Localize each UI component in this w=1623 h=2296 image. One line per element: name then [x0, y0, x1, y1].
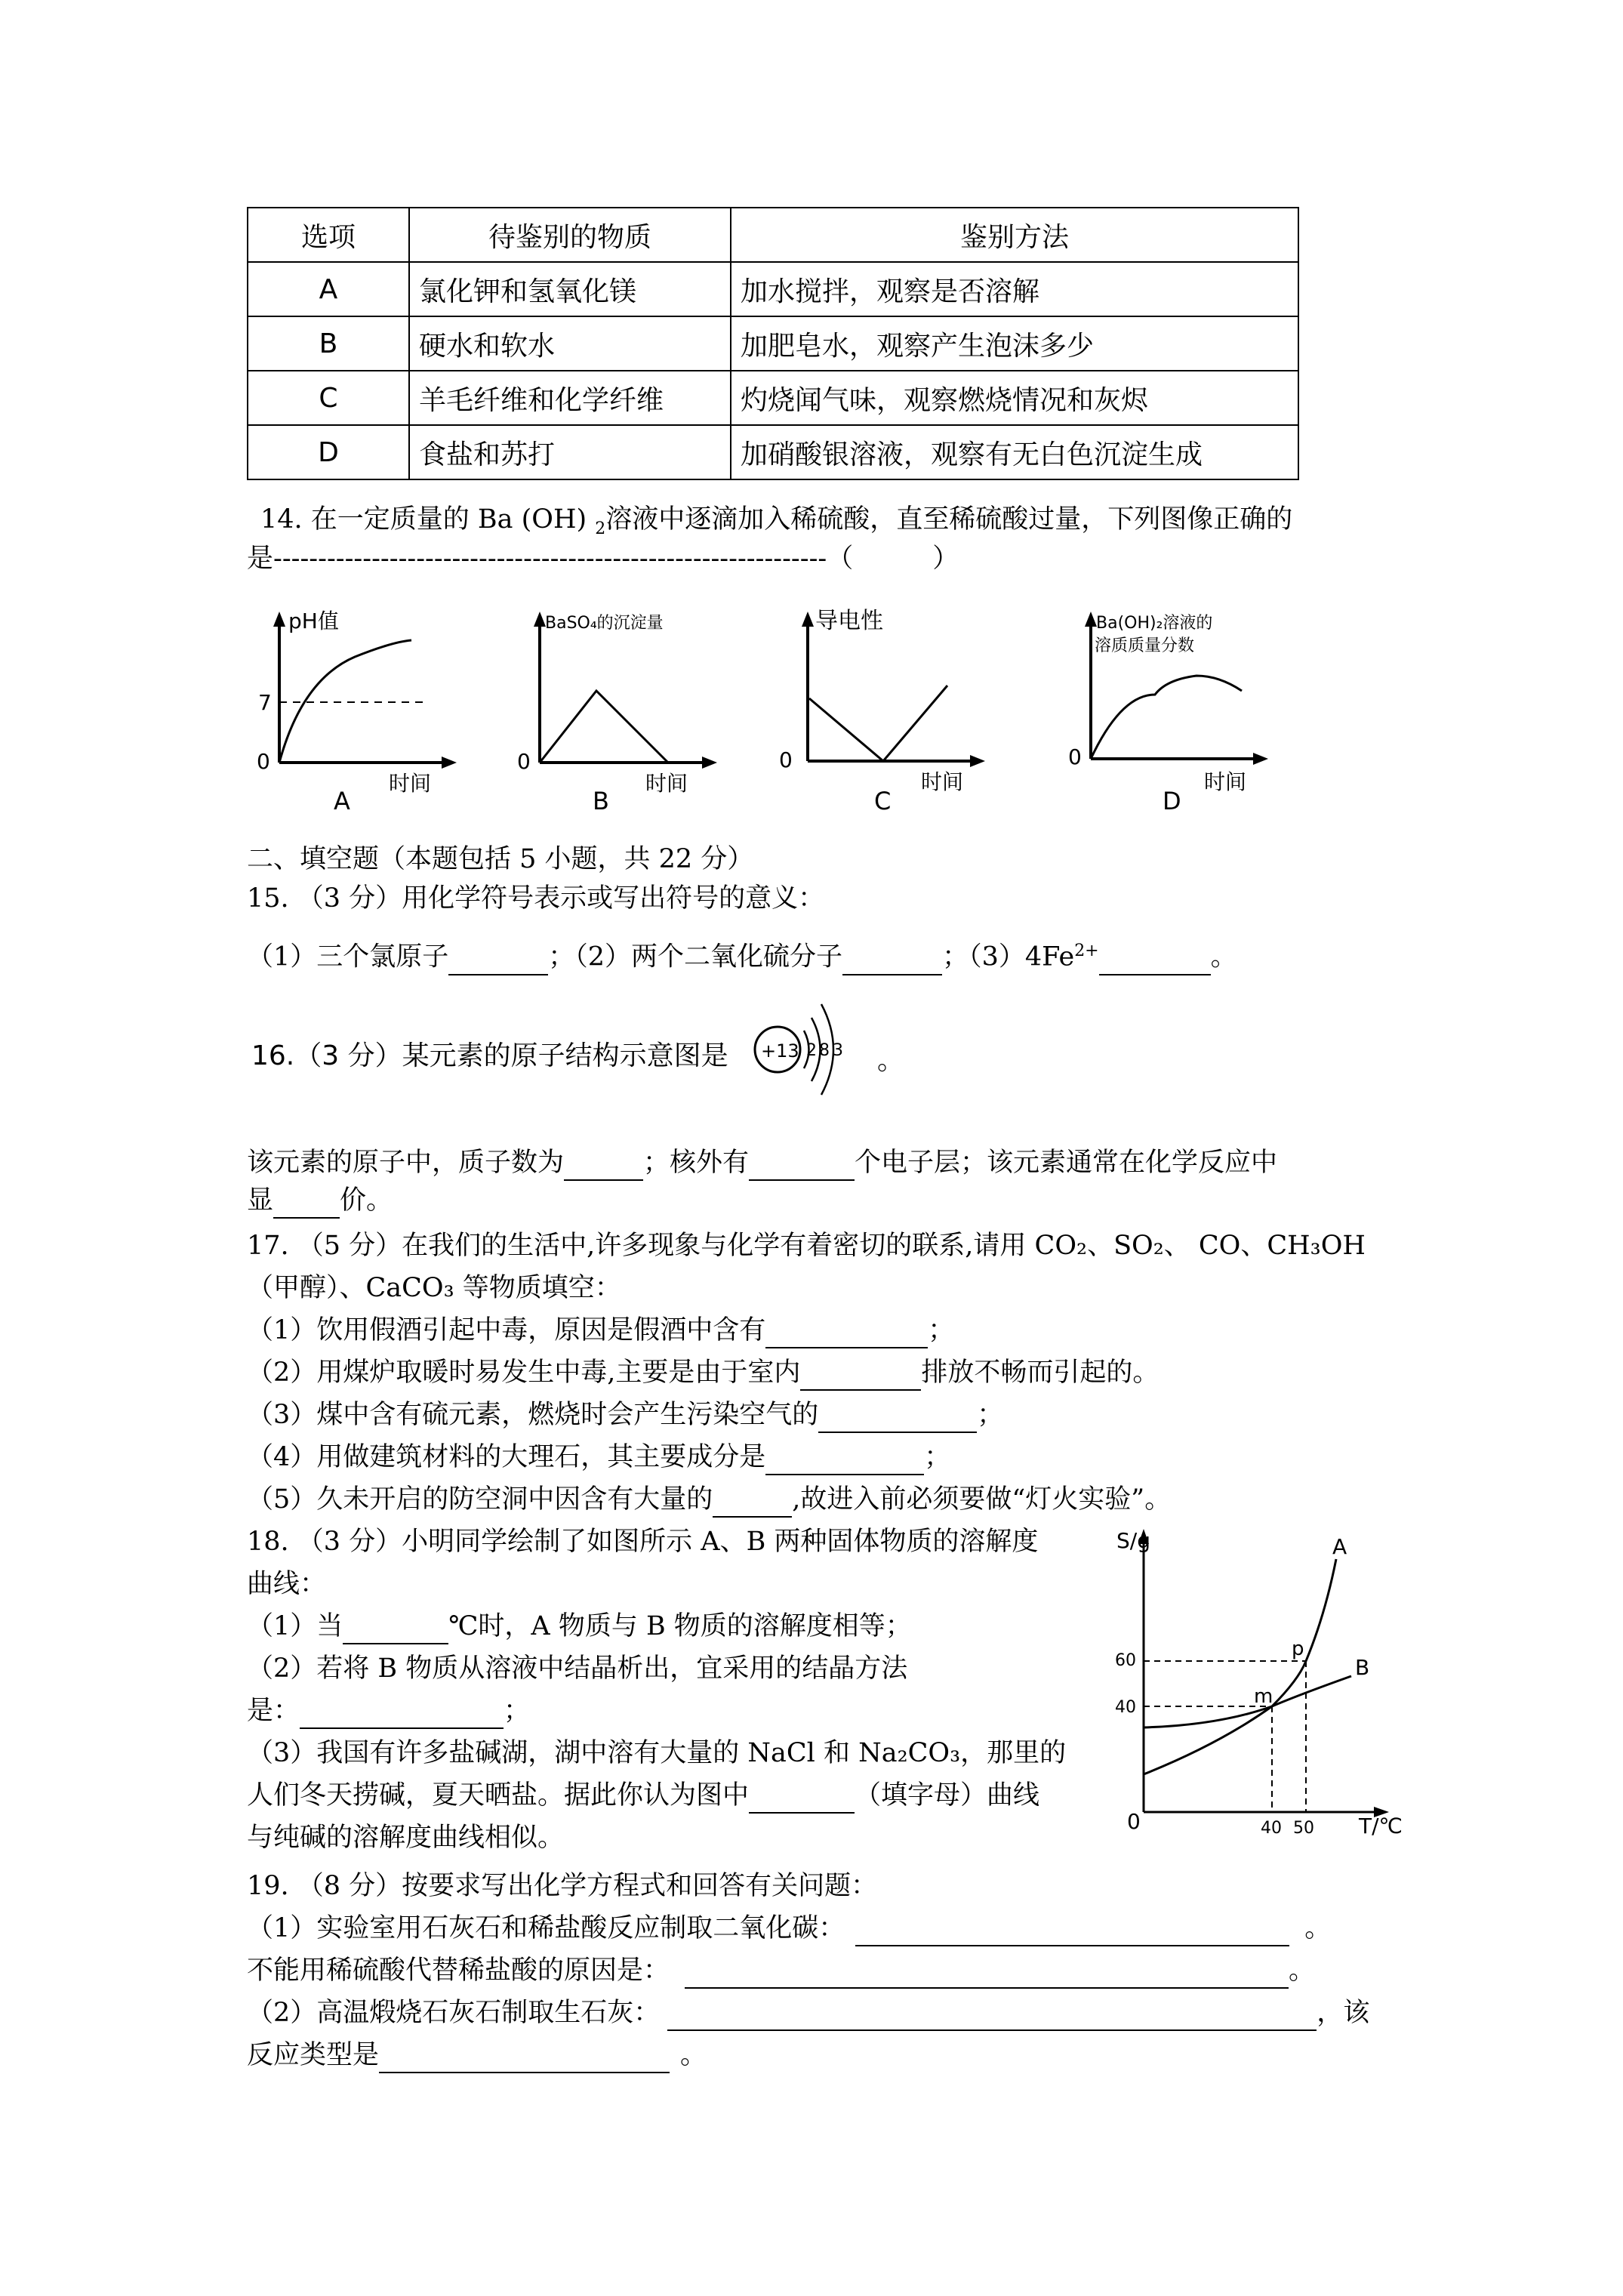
q16-line1: [247, 1145, 1277, 1181]
q15-part1: （1）三个氯原子: [247, 942, 449, 972]
q14-text-b: 溶液中逐滴加入稀硫酸，直至稀硫酸过量，下列图像正确的: [605, 504, 1293, 535]
solubility-graph: [1106, 1518, 1423, 1842]
graph-a: [242, 596, 468, 823]
graph-d-origin: 0: [1068, 744, 1082, 769]
graph-b-origin: 0: [517, 749, 531, 774]
table-header: 鉴别方法: [731, 208, 1298, 262]
q18-p1b: ℃时，A 物质与 B 物质的溶解度相等；: [448, 1611, 912, 1641]
q19-p1end: 。: [1304, 1913, 1332, 1943]
table-row: [248, 371, 1298, 425]
graph-c-origin: 0: [779, 747, 793, 772]
shell-1-count: 2: [806, 1041, 817, 1060]
q17-item3: [247, 1397, 1003, 1433]
q18-p3c: （填字母）曲线: [855, 1780, 1040, 1811]
q17-p1: （1）饮用假酒引起中毒，原因是假酒中含有: [247, 1315, 766, 1345]
graph-d-ylabel1: Ba(OH)₂溶液的: [1096, 614, 1213, 633]
answer-blank[interactable]: [343, 1617, 448, 1644]
table-cell: D: [248, 425, 409, 479]
solubility-y60: 60: [1115, 1651, 1136, 1670]
table-cell: 氯化钾和氢氧化镁: [409, 262, 731, 316]
table-cell: A: [248, 262, 409, 316]
q17-semi: ；: [924, 1442, 951, 1472]
answer-blank[interactable]: [564, 1154, 643, 1181]
q16-dot: 。: [877, 1045, 905, 1076]
graph-a-ylabel: pH值: [288, 609, 339, 633]
graph-b-letter: B: [593, 787, 609, 815]
answer-blank[interactable]: [818, 1406, 977, 1433]
q18-line1: 18. （3 分）小明同学绘制了如图所示 A、B 两种固体物质的溶解度: [247, 1527, 1039, 1557]
table-cell: B: [248, 316, 409, 371]
answer-blank[interactable]: [448, 948, 548, 975]
graph-a-letter: A: [334, 787, 350, 815]
graph-a-xlabel: 时间: [389, 771, 432, 796]
q16-l1c: 个电子层；该元素通常在化学反应中: [855, 1148, 1278, 1178]
answer-blank[interactable]: [749, 1786, 855, 1814]
graph-d-letter: D: [1163, 787, 1181, 815]
identification-table: [247, 207, 1299, 480]
graph-a-tick: 7: [258, 690, 272, 715]
q18-line2: 曲线：: [247, 1569, 327, 1599]
answer-blank[interactable]: [685, 1962, 1289, 1989]
section-2-heading: 二、填空题（本题包括 5 小题，共 22 分）: [247, 844, 754, 874]
graph-d-ylabel2: 溶质质量分数: [1095, 636, 1195, 655]
curve-a-label: A: [1332, 1534, 1347, 1559]
answer-blank[interactable]: [300, 1702, 504, 1729]
q19-item2b: [247, 2037, 707, 2073]
answer-blank[interactable]: [379, 2046, 670, 2073]
table-cell: 灼烧闻气味，观察燃烧情况和灰烬: [731, 371, 1298, 425]
answer-blank[interactable]: [1099, 948, 1211, 975]
q19-p1bend: 。: [1289, 1955, 1316, 1986]
graph-b-ylabel: BaSO₄的沉淀量: [545, 614, 664, 633]
q14-text: 14. 在一定质量的 Ba (OH): [260, 504, 596, 535]
answer-blank[interactable]: [800, 1364, 921, 1391]
q17-line2: （甲醇）、CaCO₃ 等物质填空：: [247, 1273, 621, 1303]
table-cell: 食盐和苏打: [409, 425, 731, 479]
graph-b: [506, 596, 732, 823]
answer-blank[interactable]: [855, 1919, 1289, 1946]
solubility-x40: 40: [1261, 1819, 1282, 1838]
q15-part3: ；（3）4Fe: [942, 942, 1075, 972]
q18-item3b: [247, 1777, 1039, 1814]
q17-item5: [247, 1481, 1171, 1518]
shell-3-count: 3: [833, 1041, 843, 1060]
q17-item2: [247, 1354, 1159, 1391]
q19-p2: （2）高温煅烧石灰石制取生石灰：: [247, 1998, 661, 2028]
q16-title: 16.（3 分）某元素的原子结构示意图是: [251, 1040, 728, 1071]
q17-line1: 17. （5 分）在我们的生活中,许多现象与化学有着密切的联系,请用 CO₂、SO₂、 CO、CH₃OH: [247, 1231, 1366, 1261]
q17-p4: （4）用做建筑材料的大理石，其主要成分是: [247, 1442, 766, 1472]
curve-b-label: B: [1355, 1655, 1370, 1680]
answer-blank[interactable]: [713, 1490, 792, 1518]
q18-p2b: 是：: [247, 1696, 300, 1726]
table-header: 待鉴别的物质: [409, 208, 731, 262]
table-cell: C: [248, 371, 409, 425]
table-header: 选项: [248, 208, 409, 262]
q17-p2a: （2）用煤炉取暖时易发生中毒,主要是由于室内: [247, 1358, 801, 1388]
answer-blank[interactable]: [842, 948, 942, 975]
q19-p2b: 反应类型是: [247, 2040, 380, 2070]
graph-b-xlabel: 时间: [645, 771, 688, 796]
table-header-row: [248, 208, 1298, 262]
shell-2-count: 8: [819, 1041, 830, 1060]
graph-c-xlabel: 时间: [921, 769, 964, 794]
q16-l2b: 价。: [340, 1185, 393, 1216]
table-row: [248, 425, 1298, 479]
answer-blank[interactable]: [273, 1191, 340, 1219]
graph-c: [770, 596, 996, 823]
graph-c-ylabel: 导电性: [815, 608, 883, 634]
solubility-origin: 0: [1127, 1809, 1141, 1834]
solubility-ylabel: S/g: [1116, 1528, 1150, 1553]
solubility-y40: 40: [1115, 1698, 1136, 1717]
answer-blank[interactable]: [765, 1321, 928, 1348]
q16-l1b: ；核外有: [643, 1148, 750, 1178]
table-row: [248, 316, 1298, 371]
q19-item1: [247, 1910, 1331, 1946]
q19-p2end: ，该: [1317, 1998, 1370, 2028]
q19-p1b: 不能用稀硫酸代替稀盐酸的原因是：: [247, 1955, 670, 1986]
q16-l1a: 该元素的原子中，质子数为: [247, 1148, 565, 1178]
graph-d: [1057, 596, 1298, 823]
table-cell: 加硝酸银溶液，观察有无白色沉淀生成: [731, 425, 1298, 479]
q15-end: 。: [1210, 942, 1237, 972]
answer-blank[interactable]: [667, 2004, 1317, 2031]
q15-part2: ；（2）两个二氧化硫分子: [548, 942, 843, 972]
table-cell: 硬水和软水: [409, 316, 731, 371]
q17-p2b: 排放不畅而引起的。: [921, 1358, 1160, 1388]
q14-line2: 是--------------------------------------------------------------（ ）: [247, 544, 959, 574]
table-row: [248, 262, 1298, 316]
q16-line2: [247, 1182, 393, 1219]
point-p-label: p: [1292, 1638, 1304, 1660]
table-cell: 羊毛纤维和化学纤维: [409, 371, 731, 425]
q19-item2: [247, 1995, 1369, 2031]
q17-item1: [247, 1312, 954, 1348]
q15-title: 15. （3 分）用化学符号表示或写出符号的意义：: [247, 883, 825, 914]
q18-item2b: [247, 1693, 530, 1729]
table-cell: 加肥皂水，观察产生泡沫多少: [731, 316, 1298, 371]
q14-sub: 2: [595, 519, 606, 538]
q19-p2bend: 。: [680, 2040, 707, 2070]
q18-p3b: 人们冬天捞碱，夏天晒盐。据此你认为图中: [247, 1780, 750, 1811]
nucleus-label: +13: [761, 1040, 799, 1062]
q17-p5b: ,故进入前必须要做“灯火实验”。: [792, 1484, 1172, 1515]
q17-p3: （3）煤中含有硫元素，燃烧时会产生污染空气的: [247, 1400, 819, 1430]
table-cell: 加水搅拌，观察是否溶解: [731, 262, 1298, 316]
graph-d-xlabel: 时间: [1204, 769, 1247, 794]
q18-item3: （3）我国有许多盐碱湖，湖中溶有大量的 NaCl 和 Na₂CO₃，那里的: [247, 1738, 1067, 1768]
curve-b: [1144, 1676, 1351, 1727]
q18-item1: [247, 1608, 912, 1644]
q17-semi: ；: [928, 1315, 955, 1345]
q16-l2a: 显: [247, 1185, 274, 1216]
q17-item4: [247, 1439, 950, 1475]
answer-blank[interactable]: [749, 1154, 855, 1181]
q19-title: 19. （8 分）按要求写出化学方程式和回答有关问题：: [247, 1871, 878, 1901]
atom-diagram: [747, 989, 883, 1110]
point-m-label: m: [1254, 1685, 1273, 1708]
q15-sup: 2+: [1074, 942, 1099, 960]
q17-p5a: （5）久未开启的防空洞中因含有大量的: [247, 1484, 713, 1515]
solubility-x50: 50: [1293, 1819, 1314, 1838]
q18-p2c: ；: [504, 1696, 531, 1726]
q18-item2: （2）若将 B 物质从溶液中结晶析出，宜采用的结晶方法: [247, 1653, 908, 1684]
q19-item1b: [247, 1952, 1315, 1989]
graph-c-letter: C: [874, 787, 892, 815]
q15-line: [247, 933, 1237, 975]
q18-item3c: 与纯碱的溶解度曲线相似。: [247, 1823, 565, 1853]
graph-a-origin: 0: [257, 749, 270, 774]
q19-p1: （1）实验室用石灰石和稀盐酸反应制取二氧化碳：: [247, 1913, 845, 1943]
q17-semi: ；: [977, 1400, 1004, 1430]
solubility-xlabel: T/℃: [1359, 1814, 1403, 1838]
q18-p1a: （1）当: [247, 1611, 343, 1641]
curve-a: [1144, 1559, 1336, 1774]
answer-blank[interactable]: [765, 1448, 924, 1475]
